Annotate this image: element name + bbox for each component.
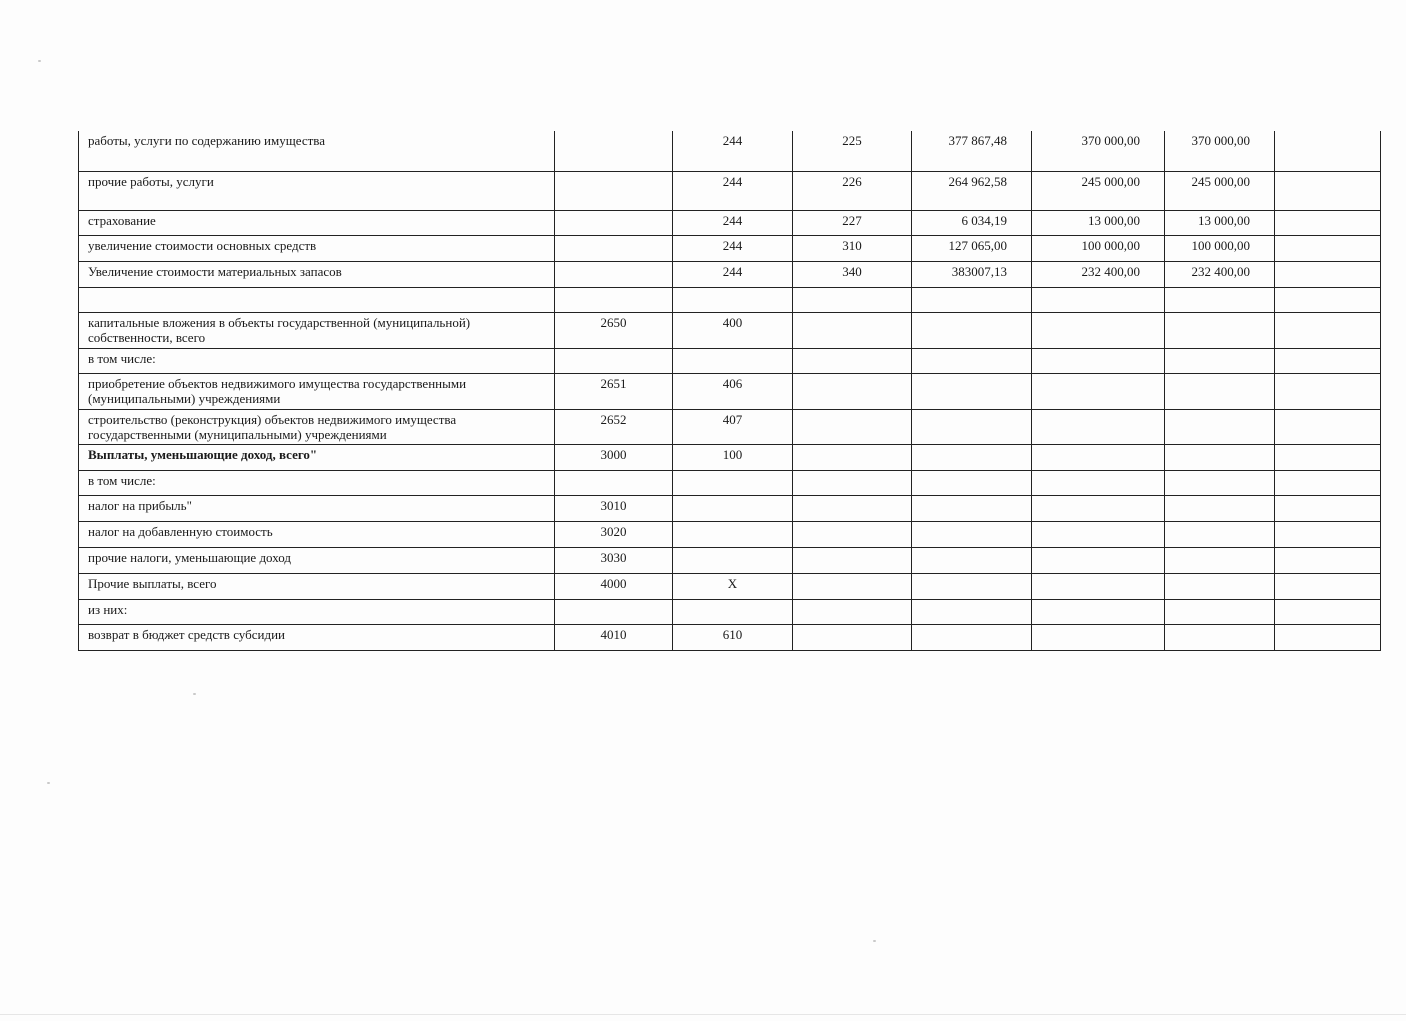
cell-kosgu (793, 521, 912, 547)
cell-value-3 (1165, 547, 1275, 573)
scan-speck (873, 940, 876, 942)
cell-name: из них: (79, 599, 555, 624)
cell-value-4 (1275, 373, 1381, 409)
table-row (79, 171, 1381, 210)
cell-value-3 (1165, 495, 1275, 521)
cell-value-1 (912, 573, 1032, 599)
cell-line-code: 2651 (555, 373, 673, 409)
cell-value-3: 100 000,00 (1165, 235, 1275, 261)
cell-name: страхование (79, 210, 555, 235)
cell-value-4 (1275, 547, 1381, 573)
scan-speck (47, 782, 50, 784)
page-bottom-edge (0, 1014, 1406, 1015)
cell-kosgu: 340 (793, 261, 912, 287)
cell-value-3 (1165, 312, 1275, 348)
cell-code: 244 (673, 261, 793, 287)
cell-line-code: 3030 (555, 547, 673, 573)
cell-value-4 (1275, 235, 1381, 261)
cell-kosgu (793, 470, 912, 495)
cell-value-2 (1032, 287, 1165, 312)
cell-line-code: 4000 (555, 573, 673, 599)
cell-kosgu (793, 599, 912, 624)
cell-value-4 (1275, 261, 1381, 287)
cell-value-3 (1165, 373, 1275, 409)
cell-value-2: 100 000,00 (1032, 235, 1165, 261)
cell-name: возврат в бюджет средств субсидии (79, 624, 555, 650)
cell-code (673, 348, 793, 373)
table-row (79, 521, 1381, 547)
cell-value-2 (1032, 573, 1165, 599)
cell-code: 400 (673, 312, 793, 348)
cell-line-code (555, 348, 673, 373)
scan-speck (193, 693, 196, 695)
cell-name: прочие работы, услуги (79, 171, 555, 210)
cell-kosgu (793, 624, 912, 650)
cell-kosgu (793, 409, 912, 444)
cell-value-2 (1032, 521, 1165, 547)
cell-kosgu (793, 373, 912, 409)
cell-name: налог на добавленную стоимость (79, 521, 555, 547)
cell-value-3 (1165, 348, 1275, 373)
table-row (79, 444, 1381, 470)
cell-value-4 (1275, 409, 1381, 444)
cell-name (79, 287, 555, 312)
cell-name: в том числе: (79, 470, 555, 495)
cell-value-2 (1032, 495, 1165, 521)
cell-kosgu (793, 547, 912, 573)
cell-value-1: 383007,13 (912, 261, 1032, 287)
cell-name: капитальные вложения в объекты государственной (муниципальной) собственности, всего (79, 312, 555, 348)
cell-value-1 (912, 312, 1032, 348)
cell-value-1: 127 065,00 (912, 235, 1032, 261)
table-row (79, 409, 1381, 444)
table-row (79, 312, 1381, 348)
cell-value-4 (1275, 521, 1381, 547)
cell-value-4 (1275, 599, 1381, 624)
cell-code (673, 521, 793, 547)
table-body (79, 131, 1381, 650)
table-row (79, 235, 1381, 261)
table-row (79, 495, 1381, 521)
cell-value-3 (1165, 470, 1275, 495)
cell-value-1 (912, 348, 1032, 373)
cell-value-1: 6 034,19 (912, 210, 1032, 235)
cell-name: в том числе: (79, 348, 555, 373)
cell-value-2: 232 400,00 (1032, 261, 1165, 287)
cell-line-code: 3010 (555, 495, 673, 521)
cell-kosgu (793, 312, 912, 348)
cell-kosgu: 227 (793, 210, 912, 235)
cell-code (673, 599, 793, 624)
table-row (79, 624, 1381, 650)
cell-value-3 (1165, 521, 1275, 547)
cell-value-2: 13 000,00 (1032, 210, 1165, 235)
cell-value-3: 232 400,00 (1165, 261, 1275, 287)
cell-code: 244 (673, 171, 793, 210)
cell-value-2 (1032, 444, 1165, 470)
cell-name: строительство (реконструкция) объектов недвижимого имущества государственными (муниципальными) учреждениями (79, 409, 555, 444)
cell-line-code (555, 599, 673, 624)
scan-speck (38, 60, 41, 62)
table-row (79, 547, 1381, 573)
cell-kosgu (793, 495, 912, 521)
cell-line-code (555, 470, 673, 495)
cell-name: работы, услуги по содержанию имущества (79, 131, 555, 171)
cell-name: увеличение стоимости основных средств (79, 235, 555, 261)
cell-value-2 (1032, 348, 1165, 373)
cell-value-1 (912, 599, 1032, 624)
table-row (79, 287, 1381, 312)
cell-code: 407 (673, 409, 793, 444)
cell-code (673, 287, 793, 312)
cell-kosgu: 310 (793, 235, 912, 261)
cell-kosgu (793, 444, 912, 470)
cell-value-4 (1275, 131, 1381, 171)
cell-kosgu: 225 (793, 131, 912, 171)
cell-value-4 (1275, 287, 1381, 312)
cell-line-code: 3020 (555, 521, 673, 547)
cell-value-3: 245 000,00 (1165, 171, 1275, 210)
cell-value-1 (912, 409, 1032, 444)
cell-kosgu (793, 287, 912, 312)
cell-value-1: 377 867,48 (912, 131, 1032, 171)
table-row (79, 131, 1381, 171)
cell-value-2 (1032, 373, 1165, 409)
cell-value-2 (1032, 409, 1165, 444)
cell-value-3 (1165, 444, 1275, 470)
cell-code: 100 (673, 444, 793, 470)
cell-value-4 (1275, 470, 1381, 495)
cell-value-3: 370 000,00 (1165, 131, 1275, 171)
cell-line-code (555, 287, 673, 312)
cell-value-4 (1275, 210, 1381, 235)
cell-line-code (555, 235, 673, 261)
cell-value-4 (1275, 495, 1381, 521)
cell-value-1: 264 962,58 (912, 171, 1032, 210)
cell-value-2: 370 000,00 (1032, 131, 1165, 171)
cell-value-4 (1275, 444, 1381, 470)
cell-value-2: 245 000,00 (1032, 171, 1165, 210)
cell-value-2 (1032, 547, 1165, 573)
cell-value-2 (1032, 470, 1165, 495)
cell-value-1 (912, 547, 1032, 573)
cell-value-1 (912, 495, 1032, 521)
expenditure-table (78, 131, 1381, 651)
cell-value-3 (1165, 624, 1275, 650)
cell-code (673, 495, 793, 521)
table-row (79, 261, 1381, 287)
cell-code (673, 547, 793, 573)
cell-code: 610 (673, 624, 793, 650)
cell-name: Выплаты, уменьшающие доход, всего" (79, 444, 555, 470)
cell-code: 244 (673, 235, 793, 261)
cell-value-3 (1165, 409, 1275, 444)
table-row (79, 599, 1381, 624)
cell-line-code (555, 210, 673, 235)
cell-line-code (555, 261, 673, 287)
cell-name: приобретение объектов недвижимого имущества государственными (муниципальными) учреждениями (79, 373, 555, 409)
cell-value-1 (912, 287, 1032, 312)
table-row (79, 348, 1381, 373)
cell-value-1 (912, 470, 1032, 495)
cell-value-4 (1275, 624, 1381, 650)
cell-code: 406 (673, 373, 793, 409)
cell-value-2 (1032, 599, 1165, 624)
cell-value-3: 13 000,00 (1165, 210, 1275, 235)
cell-line-code: 2650 (555, 312, 673, 348)
table-row (79, 573, 1381, 599)
cell-code: 244 (673, 210, 793, 235)
cell-name: прочие налоги, уменьшающие доход (79, 547, 555, 573)
cell-value-4 (1275, 171, 1381, 210)
cell-name: Прочие выплаты, всего (79, 573, 555, 599)
cell-code (673, 470, 793, 495)
cell-line-code: 4010 (555, 624, 673, 650)
cell-code: X (673, 573, 793, 599)
cell-value-2 (1032, 624, 1165, 650)
cell-line-code: 3000 (555, 444, 673, 470)
cell-value-3 (1165, 599, 1275, 624)
cell-code: 244 (673, 131, 793, 171)
cell-kosgu (793, 573, 912, 599)
cell-name: налог на прибыль" (79, 495, 555, 521)
cell-value-1 (912, 624, 1032, 650)
cell-value-1 (912, 521, 1032, 547)
table-row (79, 210, 1381, 235)
table-row (79, 373, 1381, 409)
cell-value-1 (912, 373, 1032, 409)
cell-value-2 (1032, 312, 1165, 348)
cell-value-4 (1275, 573, 1381, 599)
cell-value-3 (1165, 573, 1275, 599)
cell-value-4 (1275, 348, 1381, 373)
cell-line-code: 2652 (555, 409, 673, 444)
cell-value-3 (1165, 287, 1275, 312)
cell-kosgu (793, 348, 912, 373)
table-row (79, 470, 1381, 495)
cell-value-1 (912, 444, 1032, 470)
cell-line-code (555, 171, 673, 210)
cell-name: Увеличение стоимости материальных запасов (79, 261, 555, 287)
cell-value-4 (1275, 312, 1381, 348)
cell-kosgu: 226 (793, 171, 912, 210)
cell-line-code (555, 131, 673, 171)
